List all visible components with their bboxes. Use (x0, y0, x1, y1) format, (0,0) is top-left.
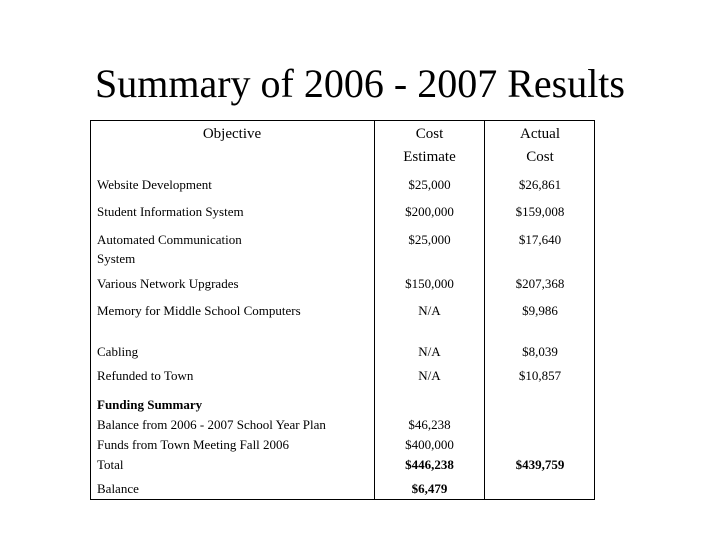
row-objective-line2: System (97, 251, 136, 266)
header-cost-estimate-line1: Cost (415, 126, 444, 142)
row-objective: Student Information System (97, 204, 244, 219)
row-estimate: N/A (418, 303, 441, 318)
funding-town-meeting-label: Funds from Town Meeting Fall 2006 (97, 437, 290, 452)
row-estimate: N/A (418, 368, 441, 383)
header-actual-cost-line1: Actual (520, 126, 560, 142)
row-objective: Refunded to Town (97, 368, 194, 383)
row-estimate: $150,000 (405, 276, 454, 291)
funding-town-meeting-value: $400,000 (405, 437, 454, 452)
row-objective: Cabling (97, 344, 139, 359)
row-estimate: $25,000 (408, 177, 451, 192)
row-estimate: $200,000 (405, 204, 454, 219)
header-cost-estimate (375, 123, 484, 169)
results-table (90, 120, 595, 500)
row-objective: Memory for Middle School Computers (97, 303, 301, 318)
funding-total-estimate: $446,238 (405, 457, 454, 472)
funding-total-actual: $439,759 (515, 457, 565, 472)
row-actual: $8,039 (522, 344, 558, 359)
funding-total-label: Total (97, 457, 124, 472)
header-actual-cost (485, 123, 595, 169)
row-objective: Various Network Upgrades (97, 276, 239, 291)
funding-estimates (375, 415, 484, 475)
row-objective-line1: Automated Communication (97, 232, 242, 247)
row-actual: $159,008 (515, 204, 565, 219)
page-title: Summary of 2006 - 2007 Results (95, 61, 625, 106)
row-actual: $26,861 (518, 177, 562, 192)
row-objective (97, 230, 367, 268)
funding-summary (97, 395, 367, 475)
row-actual: $17,640 (518, 232, 562, 247)
funding-balance-plan-label: Balance from 2006 - 2007 School Year Plan (97, 417, 326, 432)
row-actual: $10,857 (518, 368, 562, 383)
header-cost-estimate-line2: Estimate (403, 149, 456, 165)
row-actual: $207,368 (515, 276, 565, 291)
header-actual-cost-line2: Cost (526, 149, 554, 165)
row-objective: Website Development (97, 177, 212, 192)
funding-summary-heading: Funding Summary (97, 397, 203, 412)
row-estimate: N/A (418, 344, 441, 359)
funding-balance-plan-value: $46,238 (408, 417, 451, 432)
row-actual: $9,986 (522, 303, 558, 318)
balance-value: $6,479 (411, 481, 448, 496)
row-estimate: $25,000 (408, 232, 451, 247)
header-objective: Objective (202, 126, 262, 142)
balance-label: Balance (97, 481, 139, 496)
